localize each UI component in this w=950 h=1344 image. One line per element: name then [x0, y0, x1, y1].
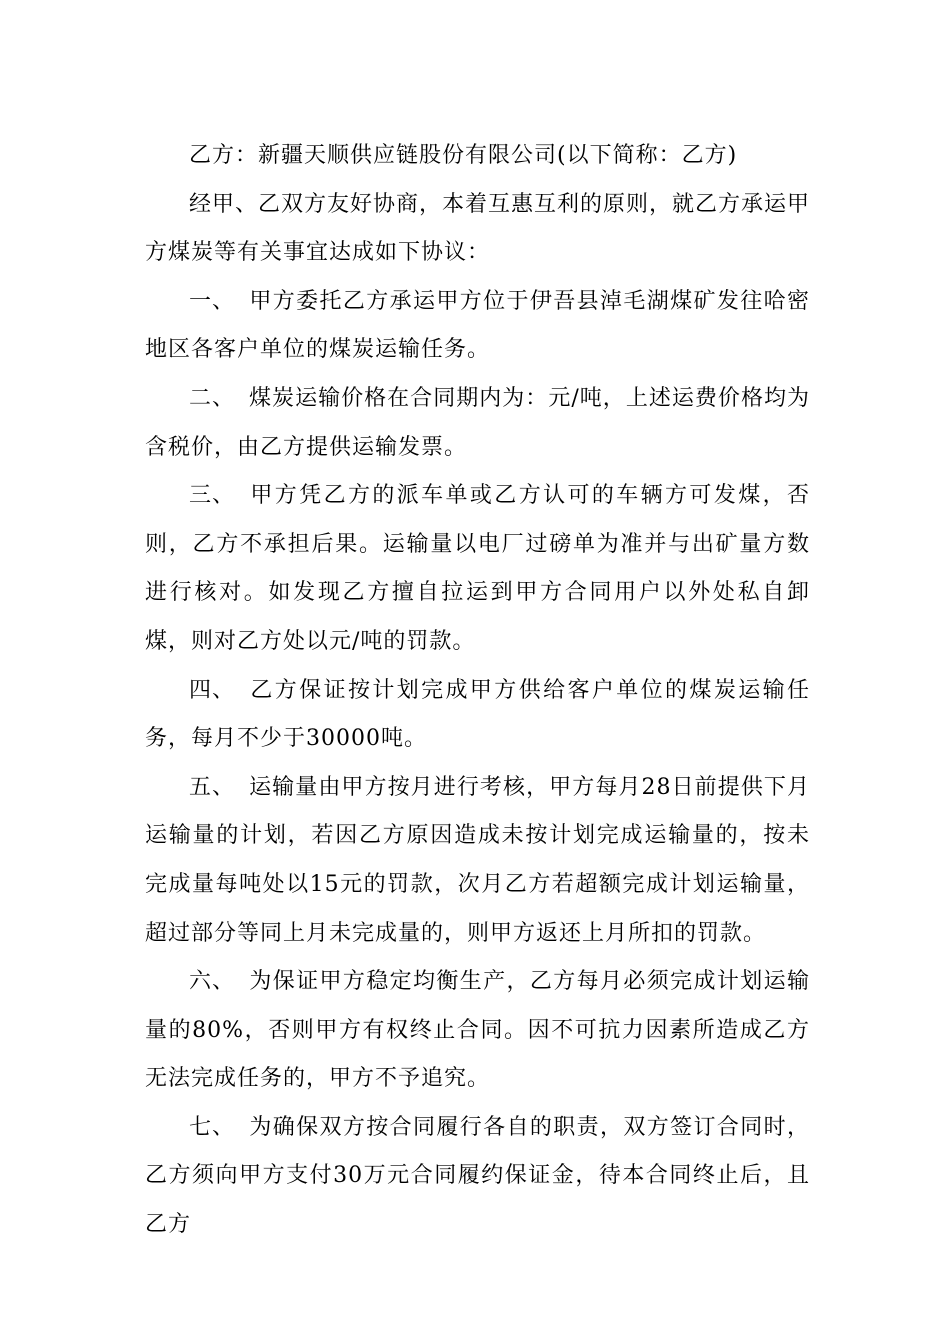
clause-1	[145, 278, 810, 375]
clause-text: 乙方保证按计划完成甲方供给客户单位的煤炭运输任务，每月不少于30000吨。	[145, 677, 810, 752]
clause-4	[145, 667, 810, 764]
clause-7	[145, 1104, 810, 1250]
clause-text: 运输量由甲方按月进行考核，甲方每月28日前提供下月运输量的计划，若因乙方原因造成未按计划完成运输量的，按未完成量每吨处以15元的罚款，次月乙方若超额完成计划运输量，超过部分等同上月未完成量的，则甲方返还上月所扣的罚款。	[145, 774, 810, 946]
preamble-paragraph: 经甲、乙双方友好协商，本着互惠互利的原则，就乙方承运甲方煤炭等有关事宜达成如下协议：	[145, 191, 811, 266]
clause-number: 二、	[189, 385, 236, 411]
clause-6	[145, 958, 810, 1104]
clause-number: 六、	[189, 969, 236, 995]
clause-number: 七、	[189, 1114, 236, 1140]
clause-3	[145, 472, 810, 666]
clause-number: 四、	[189, 677, 236, 703]
party-b-line: 乙方：新疆天顺供应链股份有限公司(以下简称：乙方)	[189, 143, 738, 168]
clause-number: 一、	[189, 288, 236, 314]
clause-text: 煤炭运输价格在合同期内为：元/吨，上述运费价格均为含税价，由乙方提供运输发票。	[145, 385, 810, 460]
document-body	[145, 132, 810, 1250]
clause-5	[145, 764, 810, 958]
clause-text: 为保证甲方稳定均衡生产，乙方每月必须完成计划运输量的80%，否则甲方有权终止合同。因不可抗力因素所造成乙方无法完成任务的，甲方不予追究。	[145, 969, 810, 1092]
clause-text: 甲方委托乙方承运甲方位于伊吾县淖毛湖煤矿发往哈密地区各客户单位的煤炭运输任务。	[145, 288, 810, 363]
clause-number: 三、	[189, 483, 236, 509]
clause-number: 五、	[189, 774, 236, 800]
clause-2	[145, 375, 810, 472]
clause-text: 甲方凭乙方的派车单或乙方认可的车辆方可发煤，否则，乙方不承担后果。运输量以电厂过磅单为准并与出矿量方数进行核对。如发现乙方擅自拉运到甲方合同用户以外处私自卸煤，则对乙方处以元/吨的罚款。	[145, 483, 810, 654]
clause-text: 为确保双方按合同履行各自的职责，双方签订合同时，乙方须向甲方支付30万元合同履约保证金，待本合同终止后，且乙方	[145, 1114, 810, 1238]
